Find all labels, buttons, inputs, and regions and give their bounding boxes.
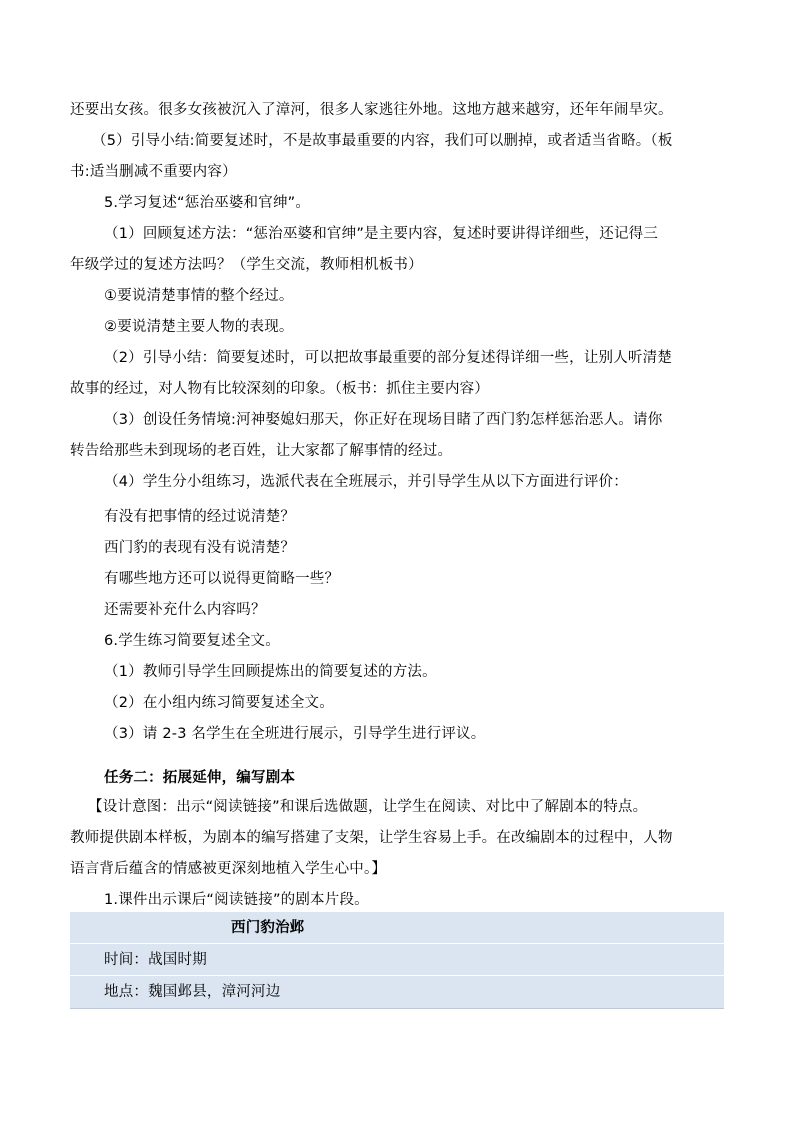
evaluation-question-2: 西门豹的表现有没有说清楚？ bbox=[104, 540, 296, 556]
step-6-item-1: （1）教师引导学生回顾提炼出的简要复述的方法。 bbox=[104, 664, 437, 680]
task-scenario-line-cont: 转告给那些未到现场的老百姓，让大家都了解事情的经过。 bbox=[70, 443, 453, 459]
paragraph-line: 还要出女孩。很多女孩被沉入了漳河，很多人家逃往外地。这地方越来越穷，还年年闹旱灾。 bbox=[70, 102, 673, 118]
design-intent-line-cont: 教师提供剧本样板，为剧本的编写搭建了支架，让学生容易上手。在改编剧本的过程中，人物 bbox=[70, 830, 673, 846]
task-2-heading: 任务二：拓展延伸，编写剧本 bbox=[104, 770, 296, 786]
design-intent-line: 【设计意图：出示“阅读链接”和课后选做题，让学生在阅读、对比中了解剧本的特点。 bbox=[88, 799, 648, 815]
summary-2-line: （2）引导小结：简要复述时，可以把故事最重要的部分复述得详细一些，让别人听清楚 bbox=[104, 350, 673, 366]
review-method-line: （1）回顾复述方法：“惩治巫婆和官绅”是主要内容，复述时要讲得详细些，还记得三 bbox=[104, 226, 659, 242]
summary-5-line-cont: 书:适当删减不重要内容） bbox=[70, 164, 237, 180]
step-1-courseware-line: 1.课件出示课后“阅读链接”的剧本片段。 bbox=[104, 892, 369, 908]
method-point-2: ②要说清楚主要人物的表现。 bbox=[104, 319, 294, 335]
step-6-item-2: （2）在小组内练习简要复述全文。 bbox=[104, 695, 334, 711]
group-practice-line: （4）学生分小组练习，选派代表在全班展示，并引导学生从以下方面进行评价： bbox=[104, 474, 628, 490]
design-intent-line-end: 语言背后蕴含的情感被更深刻地植入学生心中。】 bbox=[70, 861, 387, 877]
step-6-heading: 6.学生练习简要复述全文。 bbox=[104, 633, 280, 649]
script-time: 时间：战国时期 bbox=[104, 952, 207, 968]
step-6-item-3: （3）请 2-3 名学生在全班进行展示，引导学生进行评议。 bbox=[104, 726, 486, 742]
task-scenario-line: （3）创设任务情境:河神娶媳妇那天，你正好在现场目睹了西门豹怎样惩治恶人。请你 bbox=[104, 412, 663, 428]
method-point-1: ①要说清楚事情的整个经过。 bbox=[104, 288, 294, 304]
script-place: 地点：魏国邺县，漳河河边 bbox=[104, 984, 281, 1000]
summary-5-line: （5）引导小结:简要复述时，不是故事最重要的内容，我们可以删掉，或者适当省略。（板 bbox=[92, 133, 673, 149]
script-title: 西门豹治邺 bbox=[231, 920, 305, 936]
script-title-row bbox=[70, 912, 724, 944]
script-excerpt-table bbox=[70, 912, 724, 1009]
evaluation-question-4: 还需要补充什么内容吗？ bbox=[104, 602, 266, 618]
script-time-row bbox=[70, 944, 724, 976]
step-5-heading: 5.学习复述“惩治巫婆和官绅”。 bbox=[104, 195, 311, 211]
summary-2-line-cont: 故事的经过，对人物有比较深刻的印象。（板书：抓住主要内容） bbox=[70, 381, 490, 397]
evaluation-question-1: 有没有把事情的经过说清楚？ bbox=[104, 509, 296, 525]
review-method-line-cont: 年级学过的复述方法吗？（学生交流，教师相机板书） bbox=[70, 257, 423, 273]
script-place-row bbox=[70, 976, 724, 1007]
evaluation-question-3: 有哪些地方还可以说得更简略一些？ bbox=[104, 571, 340, 587]
